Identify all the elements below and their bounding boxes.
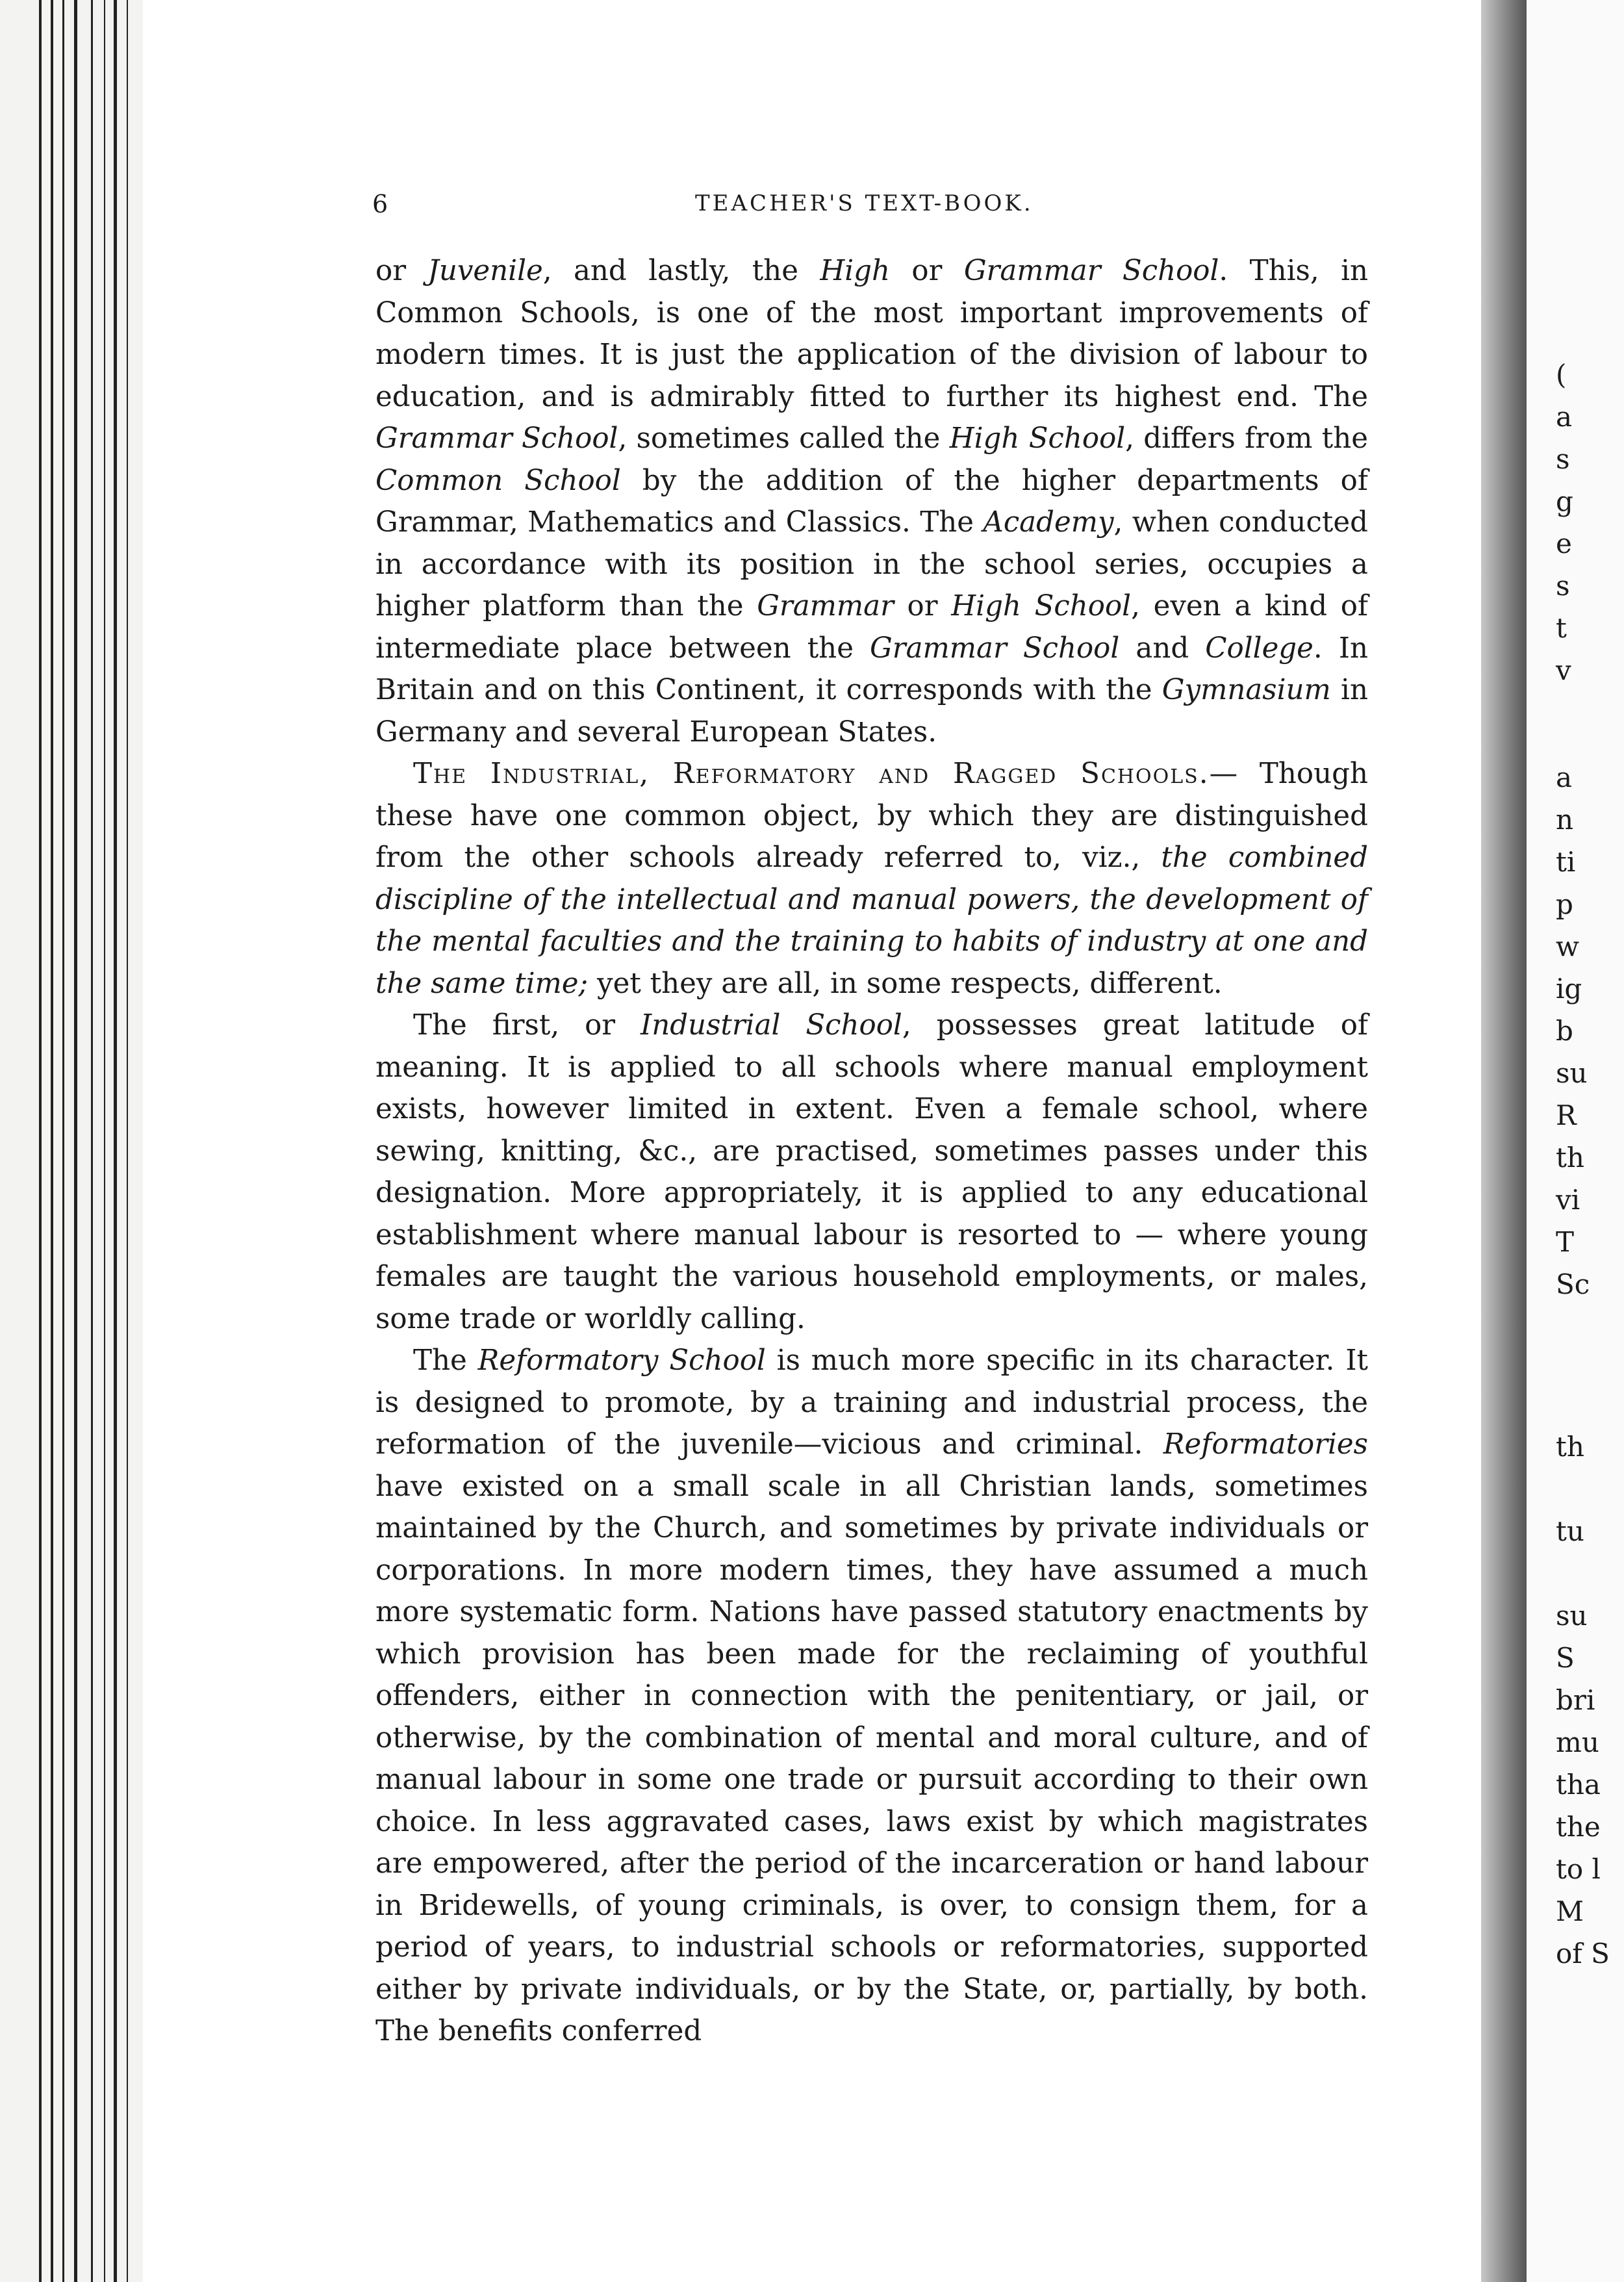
page-edge-line — [127, 0, 128, 2282]
page-edge-line — [39, 0, 42, 2282]
fragment: th — [1556, 1431, 1584, 1463]
section-heading: The Industrial, Reformatory and Ragged Schools. — [413, 758, 1210, 790]
fragment: vi — [1556, 1184, 1580, 1216]
fragment: e — [1556, 528, 1572, 559]
page-edge-line — [114, 0, 117, 2282]
fragment: of S — [1556, 1938, 1610, 1969]
fragment: ig — [1556, 973, 1582, 1005]
fragment: th — [1556, 1142, 1584, 1173]
running-head: TEACHER'S TEXT-BOOK. — [695, 190, 1034, 216]
page-edge-line — [51, 0, 53, 2282]
binding-shadow — [1481, 0, 1527, 2282]
paragraph-reformatory-school: The Reformatory School is much more specific in its character. It is designed to promote, by a training and industrial process, the reformation of the juvenile—vicious and criminal. Reformatories have existed on a small scale in all Christian lands, sometimes maintained by the Church, and sometimes by private individuals or corporations. In more modern times, they have assumed a much more systematic form. Nations have passed statutory enactments by which provision has been made for the reclaiming of youthful offenders, either in connection with the penitentiary, or jail, or otherwise, by the combination of mental and moral culture, and of manual labour in some one trade or pursuit according to their own choice. In less aggravated cases, laws exist by which magistrates are empowered, after the period of the incarceration or hand labour in Bridewells, of young criminals, is over, to consign them, for a period of years, to industrial schools or reformatories, supported either by private individuals, or by the State, or, partially, by both. The benefits conferred — [375, 1344, 1368, 2047]
fragment: the — [1556, 1811, 1601, 1843]
paragraph-industrial-schools: The Industrial, Reformatory and Ragged Schools.— Though these have one common object, by which they are distinguished from the other schools already referred to, viz., the combined discipline of the intellectual and manual powers, the development of the mental faculties and the training to habits of industry at one and the same time; yet they are all, in some respects, different. — [375, 758, 1368, 1000]
fragment: a — [1556, 762, 1573, 793]
fragment: n — [1556, 804, 1574, 836]
page-number: 6 — [372, 190, 388, 218]
fragment: Sc — [1556, 1268, 1590, 1300]
fragment: p — [1556, 888, 1573, 920]
fragment: to l — [1556, 1853, 1601, 1885]
body-text — [375, 250, 1368, 2053]
paragraph-industrial-school: The first, or Industrial School, possesses great latitude of meaning. It is applied to all schools where manual employment exists, however limited in extent. Even a female school, where sewing, knitting, &c., are practised, sometimes passes under this designation. More appropriately, it is applied to any educational establishment where manual labour is resorted to — where young females are taught the various household employments, or males, some trade or worldly calling. — [375, 1009, 1368, 1335]
fragment: ( — [1556, 359, 1567, 391]
paragraph-school-series: or Juvenile, and lastly, the High or Grammar School. This, in Common Schools, is one of the most important improvements of modern times. It is just the application of the division of labour to education, and is admirably fitted to further its highest end. The Grammar School, sometimes called the High School, differs from the Common School by the addition of the higher departments of Grammar, Mathematics and Classics. The Academy, when conducted in accordance with its position in the school series, occupies a higher platform than the Grammar or High School, even a kind of intermediate place between the Grammar School and College. In Britain and on this Continent, it corresponds with the Gymnasium in Germany and several European States. — [375, 255, 1369, 749]
fragment: su — [1556, 1057, 1588, 1089]
fragment: s — [1556, 570, 1570, 602]
fragment: tha — [1556, 1769, 1601, 1801]
page-edge-line — [91, 0, 93, 2282]
fragment: v — [1556, 654, 1571, 686]
fragment: a — [1556, 401, 1573, 433]
fragment: S — [1556, 1642, 1575, 1674]
page-edge-line — [104, 0, 105, 2282]
fragment: b — [1556, 1015, 1573, 1047]
fragment: t — [1556, 612, 1567, 644]
facing-page-text — [1556, 0, 1621, 2282]
fragment: g — [1556, 485, 1573, 517]
fragment: tu — [1556, 1515, 1584, 1547]
fragment: ti — [1556, 846, 1576, 878]
fragment: bri — [1556, 1684, 1595, 1716]
page-edge-line — [62, 0, 64, 2282]
fragment: M — [1556, 1895, 1584, 1927]
fragment: su — [1556, 1600, 1588, 1632]
fragment: w — [1556, 930, 1579, 962]
fragment: T — [1556, 1226, 1575, 1258]
book-edge — [0, 0, 143, 2282]
fragment: mu — [1556, 1726, 1599, 1758]
fragment: s — [1556, 443, 1570, 475]
page-edge-line — [74, 0, 77, 2282]
fragment: R — [1556, 1099, 1577, 1131]
